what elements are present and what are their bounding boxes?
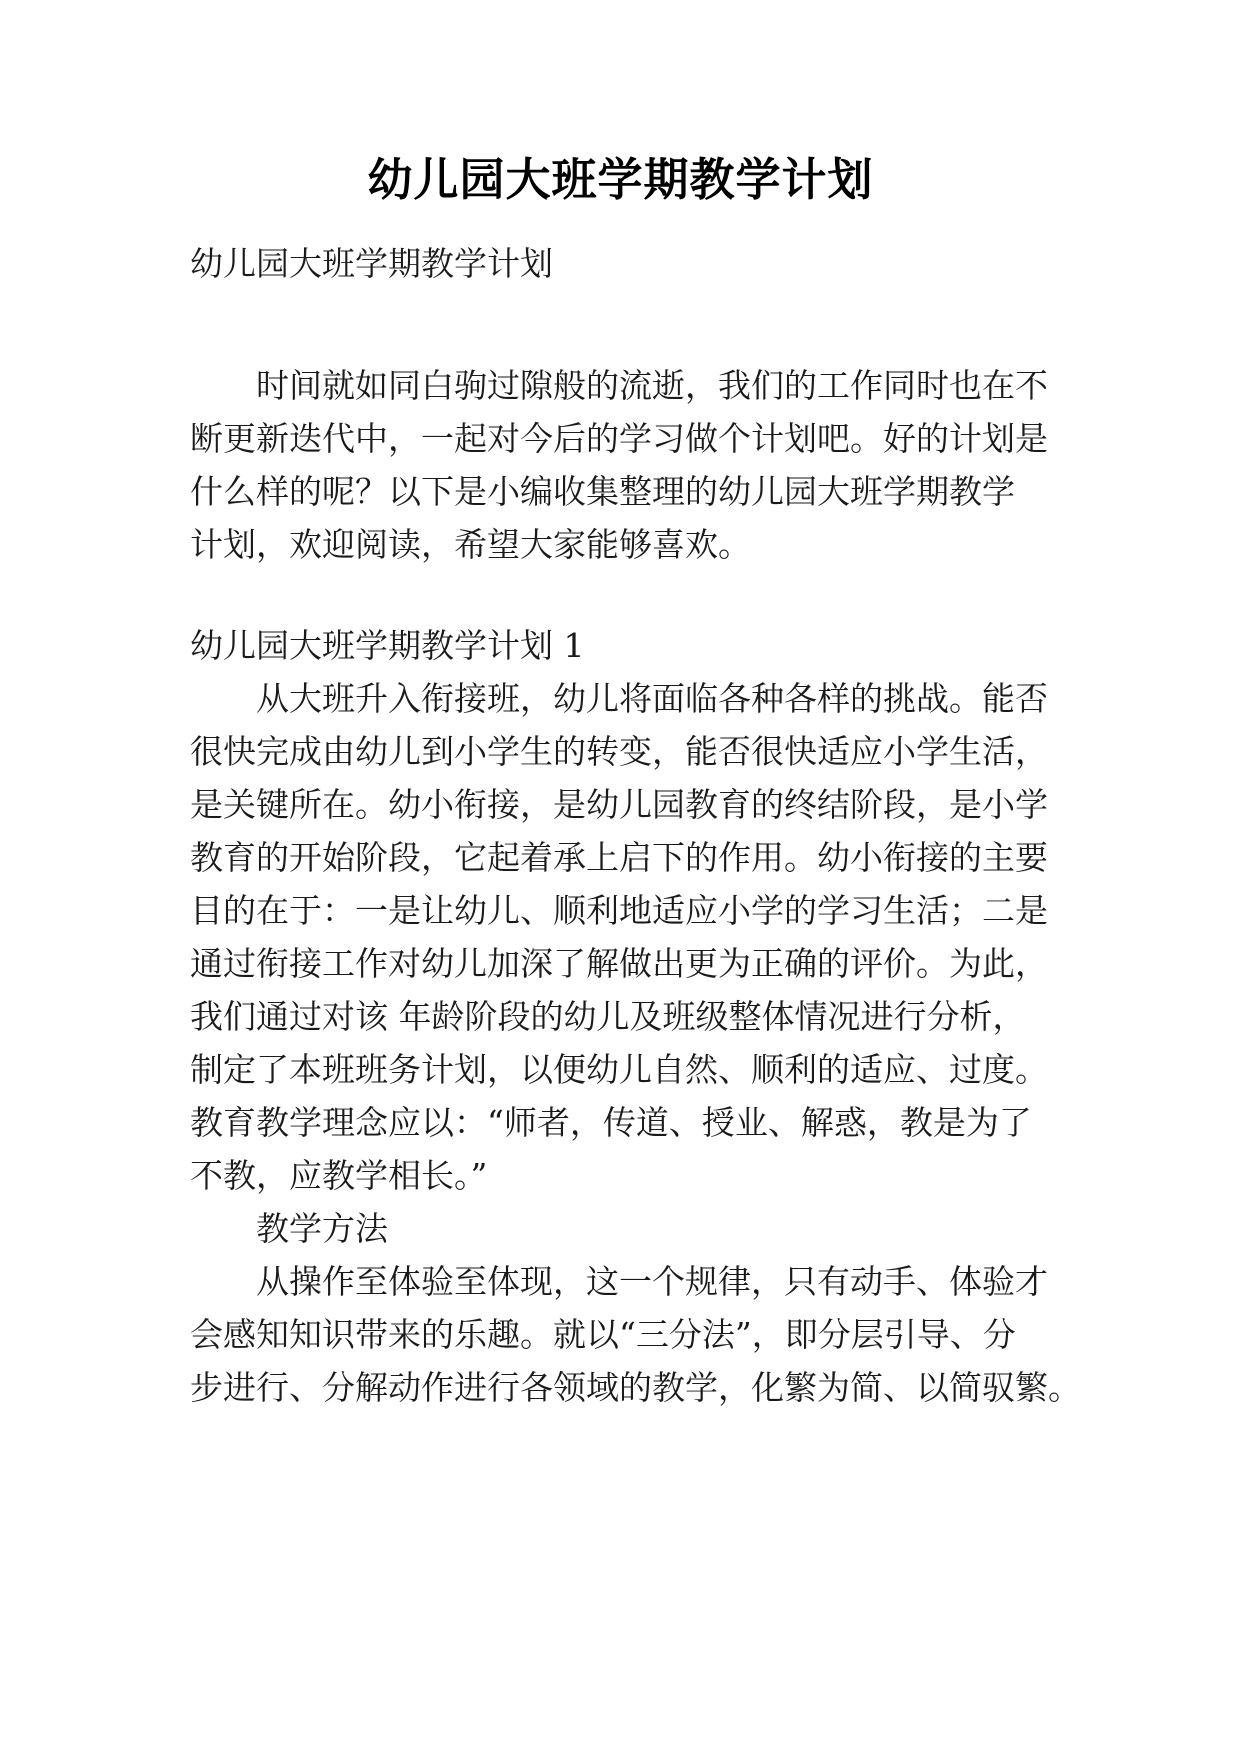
paragraph-line: 很快完成由幼儿到小学生的转变，能否很快适应小学生活， — [190, 732, 1048, 771]
paragraph-line: 不教，应教学相长。” — [190, 1156, 488, 1195]
paragraph-line: 断更新迭代中，一起对今后的学习做个计划吧。好的计划是 — [190, 419, 1048, 458]
method-heading: 教学方法 — [256, 1209, 388, 1248]
paragraph-line: 教育的开始阶段，它起着承上启下的作用。幼小衔接的主要 — [190, 838, 1048, 877]
document-subtitle: 幼儿园大班学期教学计划 — [190, 244, 553, 283]
document-title: 幼儿园大班学期教学计划 — [367, 153, 874, 206]
section-title: 幼儿园大班学期教学计划 1 — [190, 626, 585, 665]
paragraph-line: 教育教学理念应以：“师者，传道、授业、解惑，教是为了 — [190, 1103, 1032, 1142]
paragraph-line: 从大班升入衔接班，幼儿将面临各种各样的挑战。能否 — [256, 679, 1048, 718]
paragraph-line: 时间就如同白驹过隙般的流逝，我们的工作同时也在不 — [256, 366, 1048, 405]
paragraph-line: 从操作至体验至体现，这一个规律，只有动手、体验才 — [256, 1262, 1048, 1301]
paragraph-line: 制定了本班班务计划，以便幼儿自然、顺利的适应、过度。 — [190, 1050, 1048, 1089]
paragraph-line: 什么样的呢？以下是小编收集整理的幼儿园大班学期教学 — [190, 472, 1015, 511]
paragraph-line: 计划，欢迎阅读，希望大家能够喜欢。 — [190, 525, 751, 564]
paragraph-line: 会感知知识带来的乐趣。就以“三分法”，即分层引导、分 — [190, 1315, 1016, 1354]
paragraph-line: 步进行、分解动作进行各领域的教学，化繁为简、以简驭繁。 — [190, 1368, 1081, 1407]
paragraph-line: 是关键所在。幼小衔接，是幼儿园教育的终结阶段，是小学 — [190, 785, 1048, 824]
paragraph-line: 通过衔接工作对幼儿加深了解做出更为正确的评价。为此， — [190, 944, 1048, 983]
paragraph-line: 我们通过对该 年龄阶段的幼儿及班级整体情况进行分析， — [190, 997, 1026, 1036]
paragraph-line: 目的在于：一是让幼儿、顺利地适应小学的学习生活；二是 — [190, 891, 1048, 930]
